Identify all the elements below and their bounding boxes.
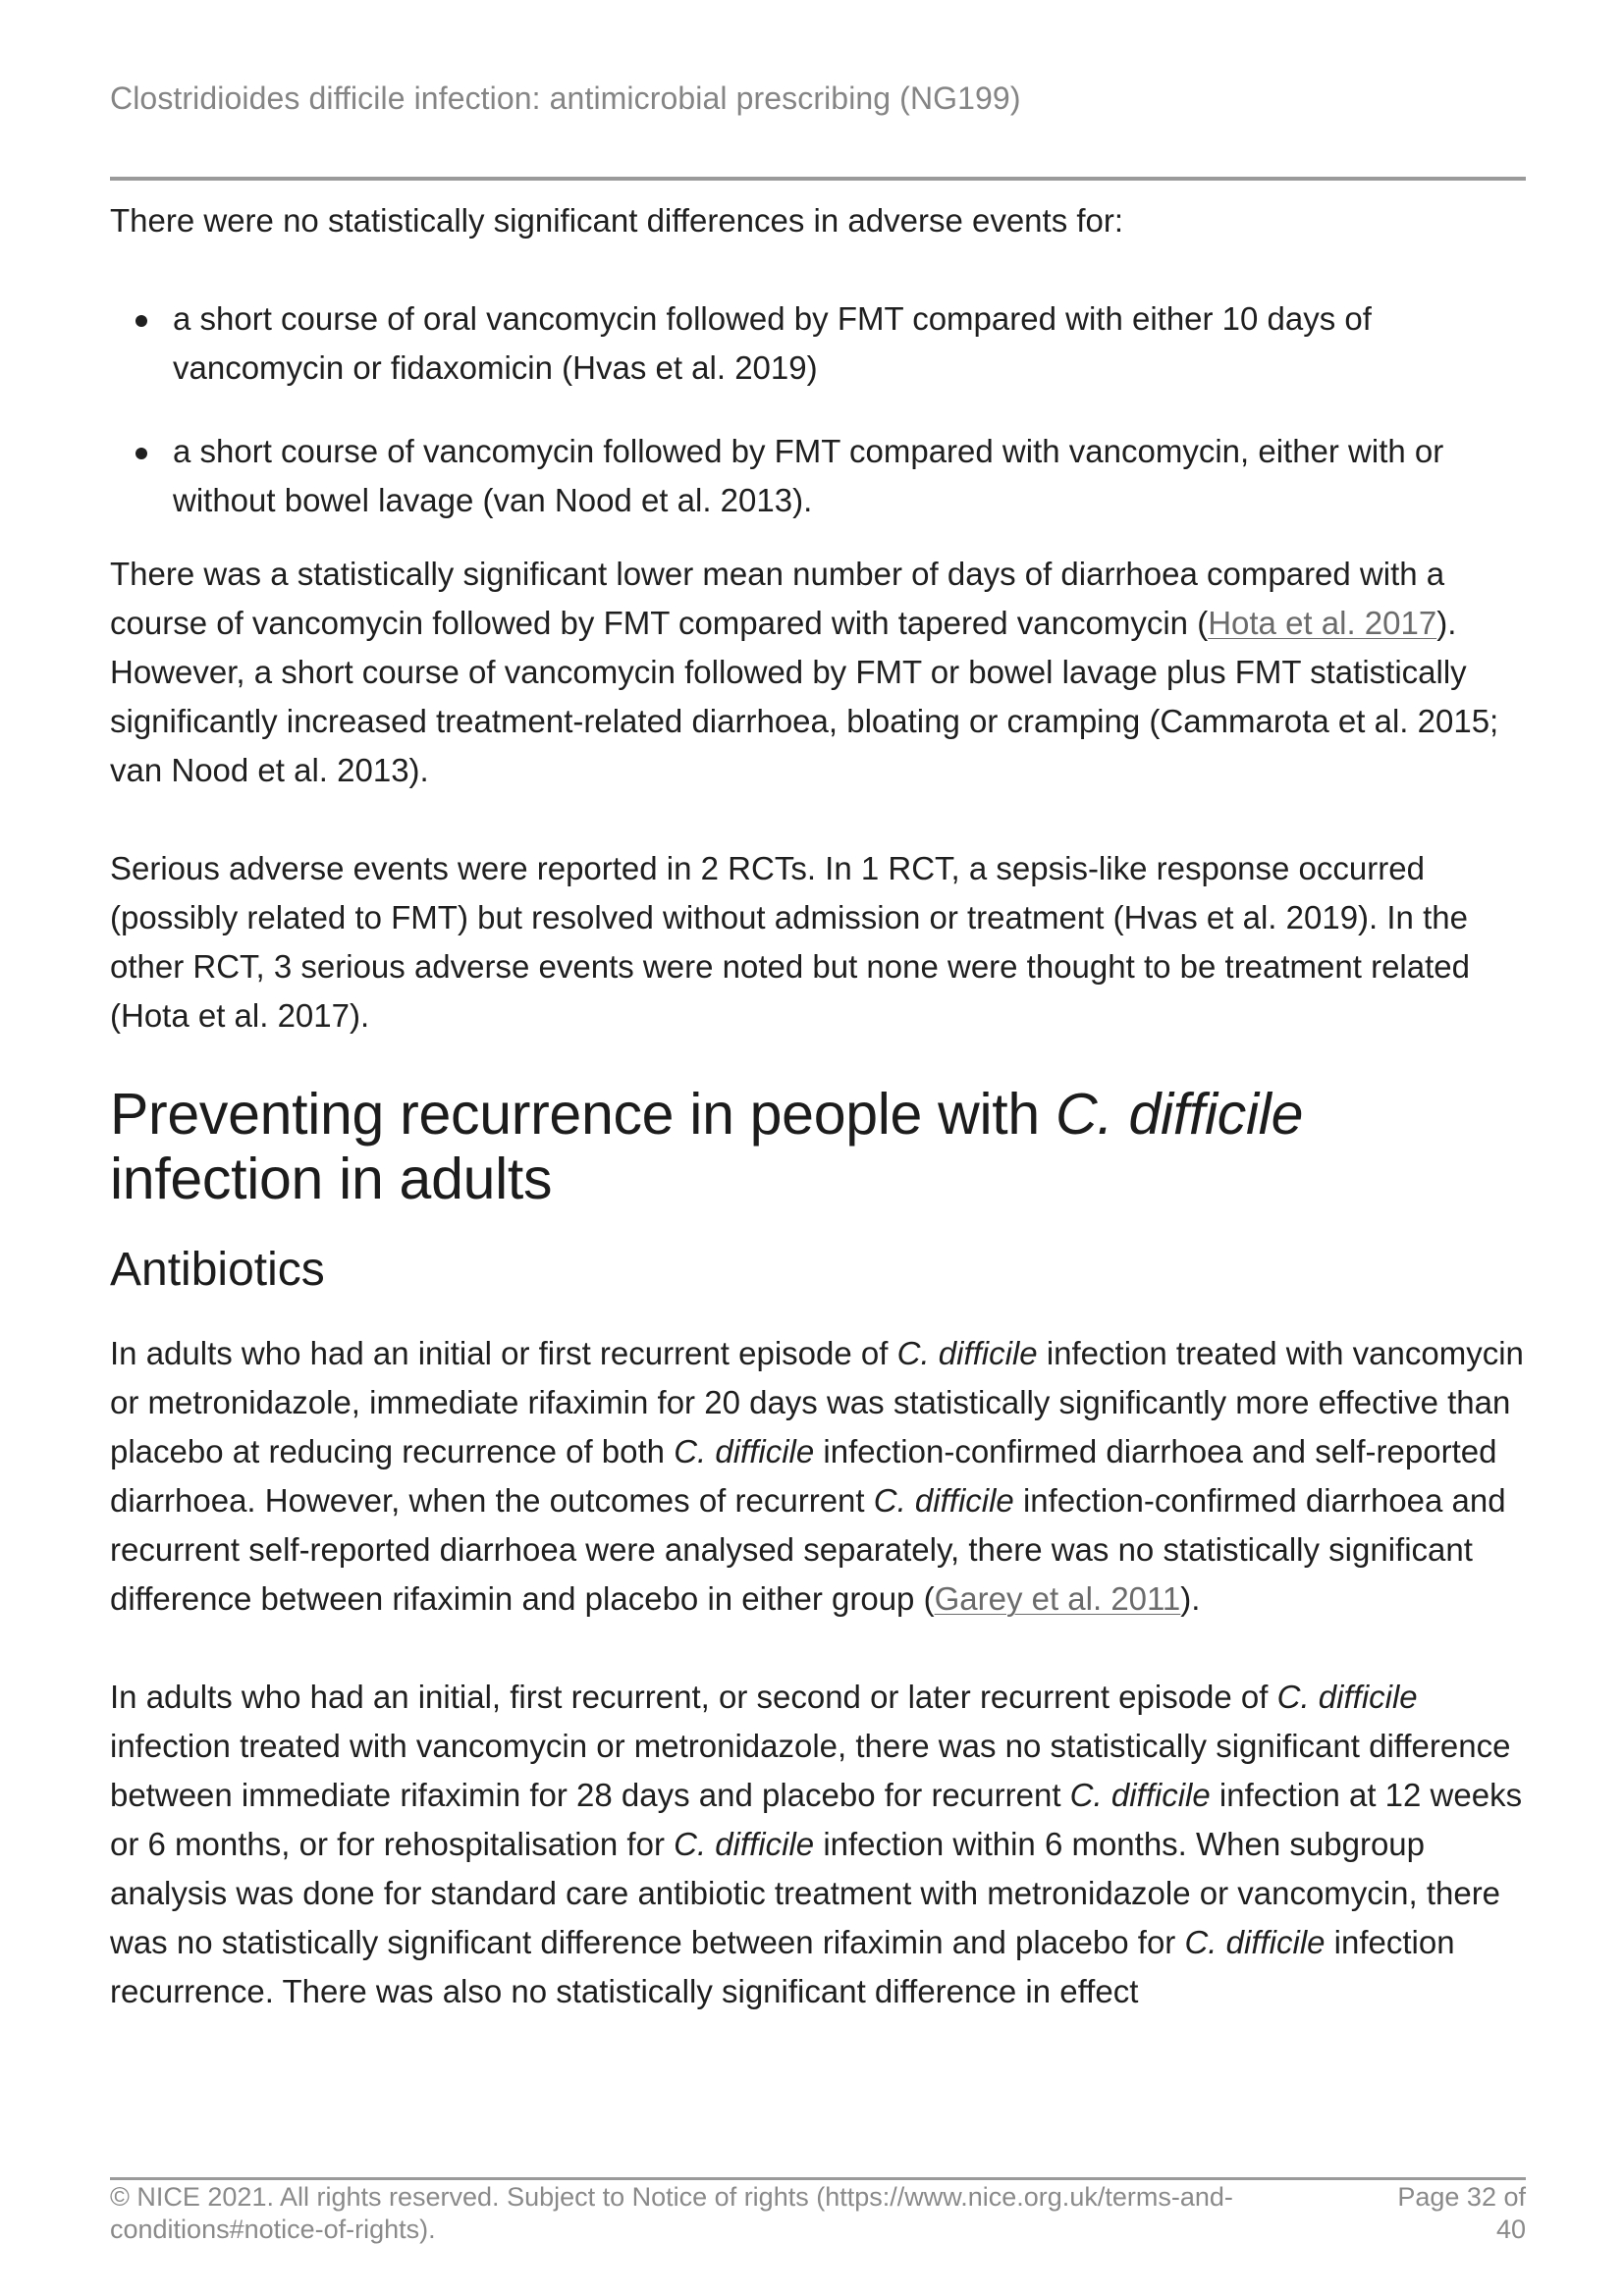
organism-italic: C. difficile <box>1184 1924 1326 1960</box>
heading-text: Preventing recurrence in people with <box>110 1082 1056 1147</box>
footer-copyright: © NICE 2021. All rights reserved. Subject to Notice of rights (https://www.nice.org.uk/terms-and-conditions#notice-of-rights). <box>110 2182 1233 2244</box>
organism-italic: C. difficile <box>1069 1777 1211 1813</box>
text-segment: infection-confirmed diarrhoea and self-reported diarrhoea. However, when the outcomes of recurrent <box>110 1433 1497 1519</box>
bullet-icon <box>135 448 147 459</box>
text-segment: infection within 6 months. When subgroup analysis was done for standard care antibiotic treatment with metronidazole or vancomycin, there was no statistically significant difference between rifaximin and placebo for <box>110 1826 1501 1960</box>
organism-italic: C. difficile <box>674 1433 815 1469</box>
text-segment: infection treated with vancomycin or metronidazole, immediate rifaximin for 20 days was statistically significantly more effective than placebo at reducing recurrence of both <box>110 1335 1524 1469</box>
text-segment: In adults who had an initial, first recurrent, or second or later recurrent episode of <box>110 1679 1277 1715</box>
text-segment: infection recurrence. There was also no statistically significant difference in effect <box>110 1924 1455 2009</box>
organism-italic: C. difficile <box>896 1335 1038 1371</box>
footer-divider <box>110 2177 1526 2180</box>
paragraph-rifaximin-20-days <box>110 1329 1526 1624</box>
reference-link-hota-2017[interactable]: Hota et al. 2017 <box>1208 605 1437 641</box>
document-body <box>110 196 1526 2016</box>
paragraph-rifaximin-28-days <box>110 1673 1526 2016</box>
list-item <box>110 427 1526 525</box>
list-item <box>110 294 1526 393</box>
section-heading <box>110 1082 1526 1211</box>
subsection-heading-antibiotics: Antibiotics <box>110 1244 325 1296</box>
text-segment: infection-confirmed diarrhoea and recurrent self-reported diarrhoea were analysed separately, there was no statistically significant difference between rifaximin and placebo in either group ( <box>110 1482 1506 1617</box>
text-segment: In adults who had an initial or first recurrent episode of <box>110 1335 897 1371</box>
heading-text: infection in adults <box>110 1147 553 1211</box>
organism-italic: C. difficile <box>674 1826 815 1862</box>
organism-italic: C. difficile <box>1276 1679 1418 1715</box>
text-segment: ). <box>1180 1580 1201 1617</box>
adverse-events-list <box>110 294 1526 525</box>
paragraph-serious-adverse-events: Serious adverse events were reported in 2 RCTs. In 1 RCT, a sepsis-like response occurred (possibly related to FMT) but resolved without admission or treatment (Hvas et al. 2019). In the other RCT, 3 serious adverse events were noted but none were thought to be treatment related (Hota et al. 2017). <box>110 850 1470 1034</box>
text-segment: infection treated with vancomycin or metronidazole, there was no statistically significant difference between immediate rifaximin for 28 days and placebo for recurrent <box>110 1728 1511 1813</box>
paragraph-diarrhoea-days <box>110 550 1526 795</box>
heading-italic-organism: C. difficile <box>1055 1082 1304 1147</box>
list-item-text: a short course of oral vancomycin followed by FMT compared with either 10 days of vancomycin or fidaxomicin (Hvas et al. 2019) <box>173 300 1372 386</box>
organism-italic: C. difficile <box>873 1482 1014 1519</box>
footer-page-number: Page 32 of 40 <box>1397 2182 1526 2244</box>
text-segment: ). However, a short course of vancomycin followed by FMT or bowel lavage plus FMT statistically significantly increased treatment-related diarrhoea, bloating or cramping (Cammarota et al. 2015; van Nood et al. 2013). <box>110 605 1499 788</box>
running-header-title: Clostridioides difficile infection: antimicrobial prescribing (NG199) <box>110 80 1021 116</box>
text-segment: There was a statistically significant lower mean number of days of diarrhoea compared with a course of vancomycin followed by FMT compared with tapered vancomycin ( <box>110 556 1445 641</box>
text-segment: infection at 12 weeks or 6 months, or for rehospitalisation for <box>110 1777 1523 1862</box>
bullet-icon <box>135 315 147 327</box>
paragraph-adverse-events-intro: There were no statistically significant differences in adverse events for: <box>110 202 1124 239</box>
list-item-text: a short course of vancomycin followed by FMT compared with vancomycin, either with or without bowel lavage (van Nood et al. 2013). <box>173 433 1444 518</box>
header-divider <box>110 177 1526 181</box>
reference-link-garey-2011[interactable]: Garey et al. 2011 <box>934 1580 1181 1617</box>
